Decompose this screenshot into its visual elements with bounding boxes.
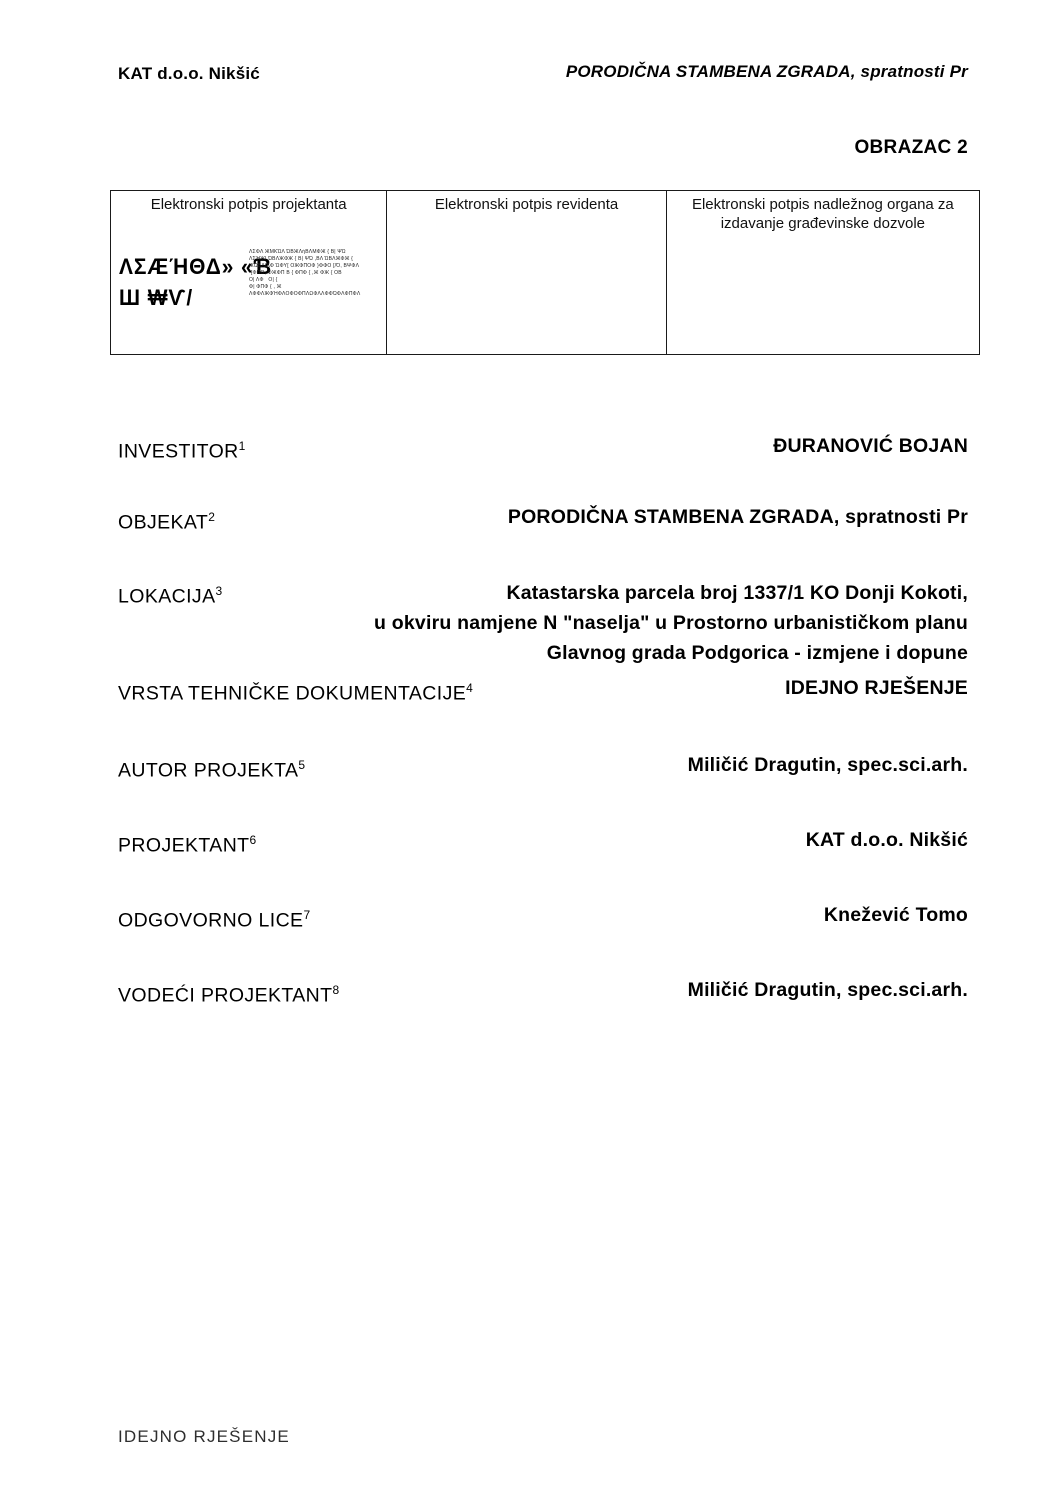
label-footnote-number: 7 xyxy=(303,908,311,922)
signature-cell-nadlezni-organ xyxy=(667,191,979,354)
row-lokacija xyxy=(118,578,968,668)
row-projektant xyxy=(118,827,968,859)
signature-col-header-nadlezni-organ: Elektronski potpis nadležnog organa za izdavanje građevinske dozvole xyxy=(691,196,954,232)
value-investitor: ĐURANOVIĆ BOJAN xyxy=(773,435,968,457)
label-footnote-number: 1 xyxy=(238,439,246,453)
signature-cell-projektant xyxy=(111,191,387,354)
row-objekat xyxy=(118,504,968,536)
label-autor-projekta xyxy=(118,752,305,784)
footer-document-type: IDEJNO RJEŠENJE xyxy=(118,1427,290,1446)
label-footnote-number: 6 xyxy=(249,833,257,847)
header-company: KAT d.o.o. Nikšić xyxy=(118,64,260,83)
value-odgovorno-lice: Knežević Tomo xyxy=(823,904,968,926)
signature-col-header-projektant: Elektronski potpis projektanta xyxy=(150,196,347,213)
row-investitor xyxy=(118,433,968,465)
label-text: PROJEKTANT xyxy=(118,834,250,857)
signature-table xyxy=(110,190,980,355)
value-lokacija xyxy=(222,578,968,668)
label-footnote-number: 8 xyxy=(332,983,340,997)
value-projektant: KAT d.o.o. Nikšić xyxy=(805,829,968,851)
stamp-line-1: ΛΣÆΉΘΔ» «Ɓ xyxy=(119,254,273,279)
signature-detail-line: ЖΏΒΛ|ΛΦ ΏΦΥ[ ΟЖΦΠΟΦ }ΦΦΟ [/Ό, ΒΨΦΛ xyxy=(249,263,360,269)
label-text: AUTOR PROJEKTA xyxy=(118,759,299,782)
label-footnote-number: 3 xyxy=(215,584,223,598)
label-projektant xyxy=(118,827,256,859)
label-footnote-number: 5 xyxy=(298,758,306,772)
row-odgovorno-lice xyxy=(118,902,968,934)
lokacija-line-2: u okviru namjene N "naselja" u Prostorno urbanističkom planu xyxy=(374,612,968,634)
signature-cell-revident xyxy=(387,191,666,354)
signature-detail-line: ·[ΦΠΟ, ΦЖΦΠ Β { ΦΠΦ { ,Ж ΦЖ { ΟΒ xyxy=(249,270,342,276)
digital-signature-details xyxy=(249,249,381,298)
label-odgovorno-lice xyxy=(118,902,310,934)
label-text: VRSTA TEHNIČKE DOKUMENTACIJE xyxy=(118,682,467,705)
signature-detail-line: Φ| ΦΠΦ { , Ж xyxy=(249,284,282,290)
signature-detail-line: Ο| ΛΦ Ο| { xyxy=(249,277,278,283)
lokacija-line-3: Glavnog grada Podgorica - izmjene i dopune xyxy=(546,642,968,664)
value-vodeci-projektant: Miličić Dragutin, spec.sci.arh. xyxy=(687,979,968,1001)
value-autor-projekta: Miličić Dragutin, spec.sci.arh. xyxy=(687,754,968,776)
label-text: INVESTITOR xyxy=(118,440,239,463)
value-vrsta-dokumentacije: IDEJNO RJEŠENJE xyxy=(785,677,968,699)
lokacija-line-1: Katastarska parcela broj 1337/1 KO Donji Kokoti, xyxy=(506,582,968,604)
label-investitor xyxy=(118,433,245,465)
signature-col-header-revident: Elektronski potpis revidenta xyxy=(434,196,619,213)
row-autor-projekta xyxy=(118,752,968,784)
label-lokacija xyxy=(118,578,222,610)
label-text: ODGOVORNO LICE xyxy=(118,909,304,932)
signature-detail-line: ΛΣΉЖΙ ΏΒΛЖΦЖ { Β| ΨΏ ,ΒΛ ΏΒΛЖΦЖ { xyxy=(249,256,353,262)
label-vrsta-dokumentacije xyxy=(118,675,473,707)
header-project-title: PORODIČNA STAMBENA ZGRADA, spratnosti Pr xyxy=(565,62,968,81)
label-text: OBJEKAT xyxy=(118,511,209,534)
row-vodeci-projektant xyxy=(118,977,968,1009)
form-title: OBRAZAC 2 xyxy=(854,137,968,158)
row-vrsta-dokumentacije xyxy=(118,675,968,707)
signature-detail-line: ΛΣΦΛ ЖΜΚΏΛ ΏΒЖΛήΒΛΜΦЖ { Β| ΨΏ xyxy=(249,249,346,255)
value-objekat: PORODIČNA STAMBENA ZGRADA, spratnosti Pr xyxy=(507,506,968,528)
signature-detail-line: ΛΦΦΛЖΦΉΦΛΟΦΟΦΠΛΩΦΛΛΦΦΏΦΛΦΠΦΛ xyxy=(249,291,361,297)
label-vodeci-projektant xyxy=(118,977,339,1009)
label-objekat xyxy=(118,504,215,536)
label-text: LOKACIJA xyxy=(118,585,216,608)
label-footnote-number: 4 xyxy=(466,681,473,695)
label-text: VODEĆI PROJEKTANT xyxy=(118,984,333,1007)
stamp-line-2: Ш ₩Ѵ/ xyxy=(119,285,194,310)
label-footnote-number: 2 xyxy=(208,510,215,524)
